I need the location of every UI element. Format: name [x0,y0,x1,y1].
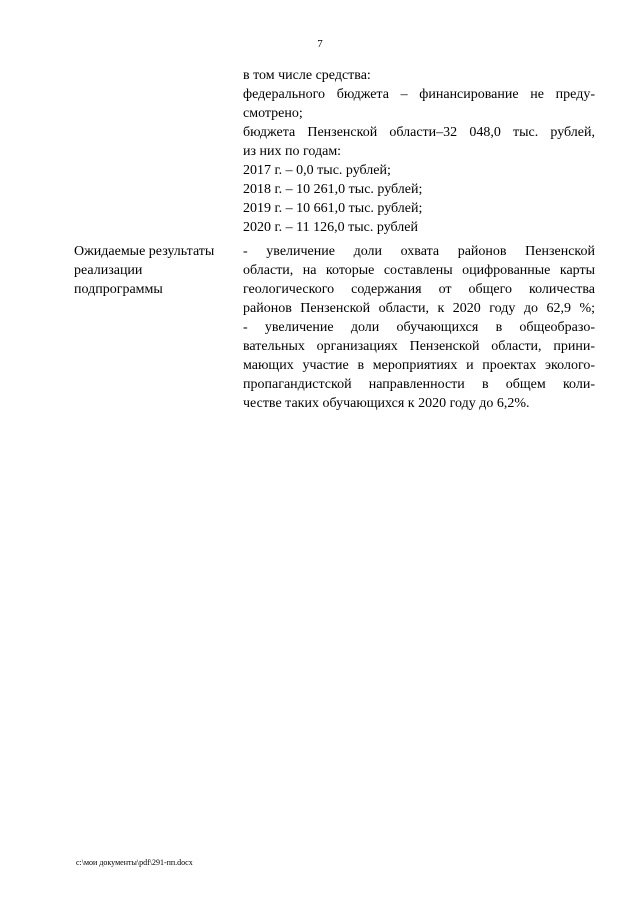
page-number: 7 [317,38,323,50]
results-line: области, на которые составлены оцифрованные карты [243,263,595,278]
results-label-line: Ожидаемые результаты [74,244,215,259]
funding-line: смотрено; [243,106,303,121]
results-label-line: реализации [74,263,143,278]
funding-line: 2020 г. – 11 126,0 тыс. рублей [243,220,418,235]
results-line: пропагандистской направленности в общем коли- [243,377,595,392]
footer-file-path: c:\мои документы\pdf\291-пп.docx [76,858,193,867]
funding-line: 2019 г. – 10 661,0 тыс. рублей; [243,201,423,216]
results-line: геологического содержания от общего количества [243,282,595,297]
results-line: честве таких обучающихся к 2020 году до 6,2%. [243,396,530,411]
results-line: - увеличение доли обучающихся в общеобразо- [243,320,595,335]
funding-line: в том числе средства: [243,68,371,83]
results-line: вательных организациях Пензенской области, прини- [243,339,595,354]
funding-line: из них по годам: [243,144,342,159]
results-line: районов Пензенской области, к 2020 году до 62,9 %; [243,301,595,316]
funding-line: 2017 г. – 0,0 тыс. рублей; [243,163,391,178]
results-line: мающих участие в мероприятиях и проектах эколого- [243,358,595,373]
funding-line: бюджета Пензенской области–32 048,0 тыс. рублей, [243,125,595,140]
results-label-line: подпрограммы [74,282,163,297]
funding-line: федерального бюджета – финансирование не преду- [243,87,595,102]
funding-line: 2018 г. – 10 261,0 тыс. рублей; [243,182,423,197]
results-line: - увеличение доли охвата районов Пензенской [243,244,595,259]
